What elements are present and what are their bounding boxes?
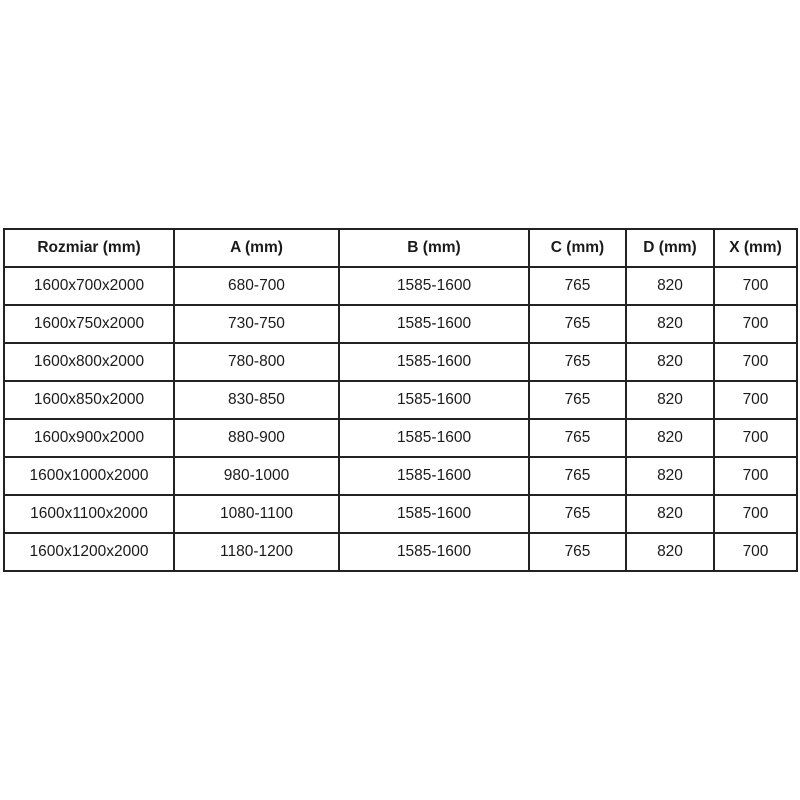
table-cell: 1585-1600 — [339, 343, 529, 381]
table-cell: 1600x1200x2000 — [4, 533, 174, 571]
table-cell: 700 — [714, 533, 797, 571]
table-cell: 700 — [714, 495, 797, 533]
table-cell: 1585-1600 — [339, 305, 529, 343]
table-cell: 820 — [626, 419, 714, 457]
table-cell: 1080-1100 — [174, 495, 339, 533]
table-cell: 980-1000 — [174, 457, 339, 495]
table-cell: 820 — [626, 495, 714, 533]
table-cell: 1600x900x2000 — [4, 419, 174, 457]
column-header: X (mm) — [714, 229, 797, 267]
table-cell: 700 — [714, 343, 797, 381]
table-cell: 730-750 — [174, 305, 339, 343]
table-cell: 765 — [529, 343, 626, 381]
table-cell: 820 — [626, 343, 714, 381]
table-cell: 765 — [529, 495, 626, 533]
table-cell: 700 — [714, 267, 797, 305]
table-cell: 700 — [714, 381, 797, 419]
table-cell: 1600x850x2000 — [4, 381, 174, 419]
table-cell: 820 — [626, 457, 714, 495]
table-row — [4, 343, 797, 381]
table-cell: 1180-1200 — [174, 533, 339, 571]
column-header: B (mm) — [339, 229, 529, 267]
table-row — [4, 533, 797, 571]
spec-table — [3, 228, 798, 572]
table-cell: 765 — [529, 457, 626, 495]
column-header: A (mm) — [174, 229, 339, 267]
column-header: Rozmiar (mm) — [4, 229, 174, 267]
table-row — [4, 267, 797, 305]
table-cell: 1585-1600 — [339, 267, 529, 305]
spec-table-container — [3, 228, 797, 572]
table-row — [4, 419, 797, 457]
table-cell: 1600x1000x2000 — [4, 457, 174, 495]
column-header: C (mm) — [529, 229, 626, 267]
table-cell: 880-900 — [174, 419, 339, 457]
table-cell: 1585-1600 — [339, 457, 529, 495]
table-cell: 820 — [626, 305, 714, 343]
table-cell: 830-850 — [174, 381, 339, 419]
table-cell: 700 — [714, 457, 797, 495]
table-cell: 1600x1100x2000 — [4, 495, 174, 533]
table-cell: 680-700 — [174, 267, 339, 305]
table-cell: 700 — [714, 419, 797, 457]
table-row — [4, 305, 797, 343]
table-cell: 765 — [529, 305, 626, 343]
table-cell: 820 — [626, 533, 714, 571]
table-cell: 765 — [529, 419, 626, 457]
table-cell: 820 — [626, 267, 714, 305]
table-cell: 1600x700x2000 — [4, 267, 174, 305]
table-cell: 1600x750x2000 — [4, 305, 174, 343]
table-cell: 780-800 — [174, 343, 339, 381]
table-cell: 1585-1600 — [339, 533, 529, 571]
table-header-row — [4, 229, 797, 267]
table-cell: 765 — [529, 381, 626, 419]
table-cell: 765 — [529, 267, 626, 305]
table-cell: 1585-1600 — [339, 495, 529, 533]
column-header: D (mm) — [626, 229, 714, 267]
table-cell: 765 — [529, 533, 626, 571]
table-cell: 1600x800x2000 — [4, 343, 174, 381]
table-cell: 820 — [626, 381, 714, 419]
table-row — [4, 381, 797, 419]
table-cell: 1585-1600 — [339, 419, 529, 457]
table-row — [4, 457, 797, 495]
table-cell: 700 — [714, 305, 797, 343]
table-row — [4, 495, 797, 533]
table-cell: 1585-1600 — [339, 381, 529, 419]
